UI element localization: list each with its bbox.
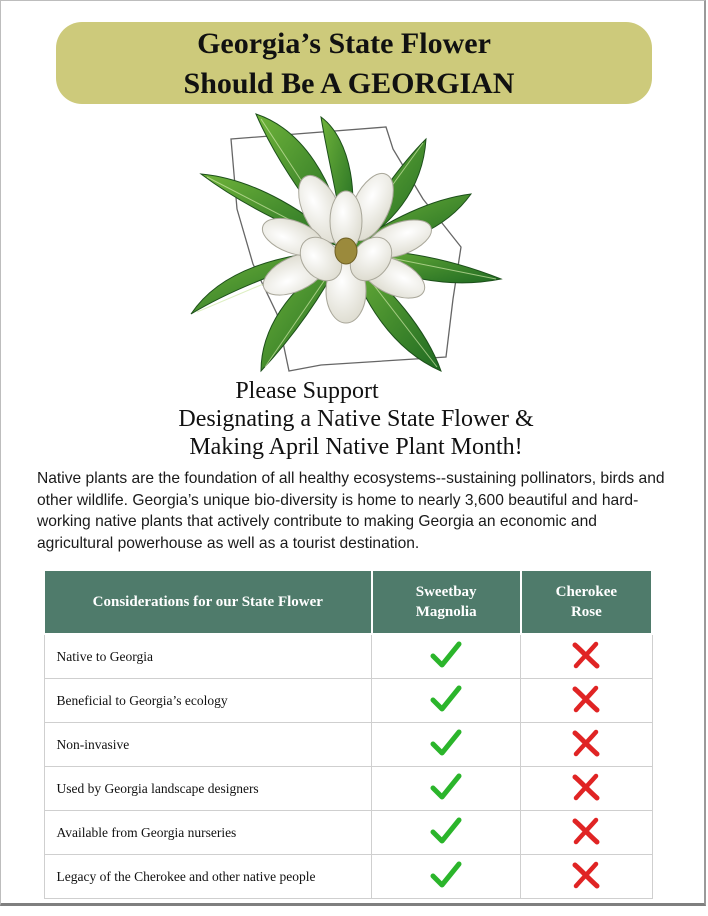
checkmark-icon [430, 860, 462, 890]
header-considerations: Considerations for our State Flower [44, 570, 372, 634]
title-line-2: Should Be A GEORGIAN [183, 67, 515, 100]
checkmark-icon [430, 640, 462, 670]
rose-mark-cell [521, 679, 652, 723]
checkmark-icon [430, 684, 462, 714]
row-label: Beneficial to Georgia’s ecology [44, 679, 372, 723]
magnolia-flower-icon [161, 109, 541, 381]
magnolia-mark-cell [372, 767, 521, 811]
magnolia-mark-cell [372, 679, 521, 723]
row-label: Non-invasive [44, 723, 372, 767]
header-magnolia-line-1: Sweetbay [415, 584, 477, 600]
x-mark-icon [570, 684, 602, 714]
rose-mark-cell [521, 723, 652, 767]
table-header-row [44, 570, 652, 634]
comparison-table [43, 569, 653, 899]
intro-paragraph: Native plants are the foundation of all healthy ecosystems--sustaining pollinators, birds and other wildlife. Georgia’s unique bio-diversity is home to nearly 3,600 beautiful and hard-working native plants that actively contribute to making Georgia an economic and agricultural powerhouse as well as a tourist destination. [37, 470, 665, 552]
header-rose-line-1: Cherokee [555, 584, 618, 600]
headline-line-1: Please Support [235, 378, 379, 404]
row-label: Native to Georgia [44, 634, 372, 679]
checkmark-icon [430, 728, 462, 758]
x-mark-icon [570, 640, 602, 670]
support-headline [61, 377, 651, 461]
magnolia-mark-cell [372, 723, 521, 767]
x-mark-icon [570, 728, 602, 758]
table-row [44, 679, 652, 723]
x-mark-icon [570, 860, 602, 890]
table-row [44, 723, 652, 767]
checkmark-icon [430, 772, 462, 802]
magnolia-mark-cell [372, 811, 521, 855]
table-row [44, 767, 652, 811]
headline-line-2: Designating a Native State Flower & [178, 406, 534, 432]
table-row [44, 634, 652, 679]
row-label: Available from Georgia nurseries [44, 811, 372, 855]
row-label: Legacy of the Cherokee and other native people [44, 855, 372, 899]
rose-mark-cell [521, 855, 652, 899]
header-magnolia-line-2: Magnolia [415, 604, 477, 620]
x-mark-icon [570, 816, 602, 846]
checkmark-icon [430, 816, 462, 846]
table-row [44, 811, 652, 855]
title-line-1: Georgia’s State Flower [197, 27, 491, 60]
header-sweetbay-magnolia [372, 570, 521, 634]
rose-mark-cell [521, 811, 652, 855]
magnolia-mark-cell [372, 855, 521, 899]
table-row [44, 855, 652, 899]
title-banner [56, 22, 652, 104]
magnolia-mark-cell [372, 634, 521, 679]
header-cherokee-rose [521, 570, 652, 634]
rose-mark-cell [521, 634, 652, 679]
x-mark-icon [570, 772, 602, 802]
rose-mark-cell [521, 767, 652, 811]
header-rose-line-2: Rose [570, 604, 602, 620]
headline-line-3: Making April Native Plant Month! [189, 434, 523, 460]
row-label: Used by Georgia landscape designers [44, 767, 372, 811]
